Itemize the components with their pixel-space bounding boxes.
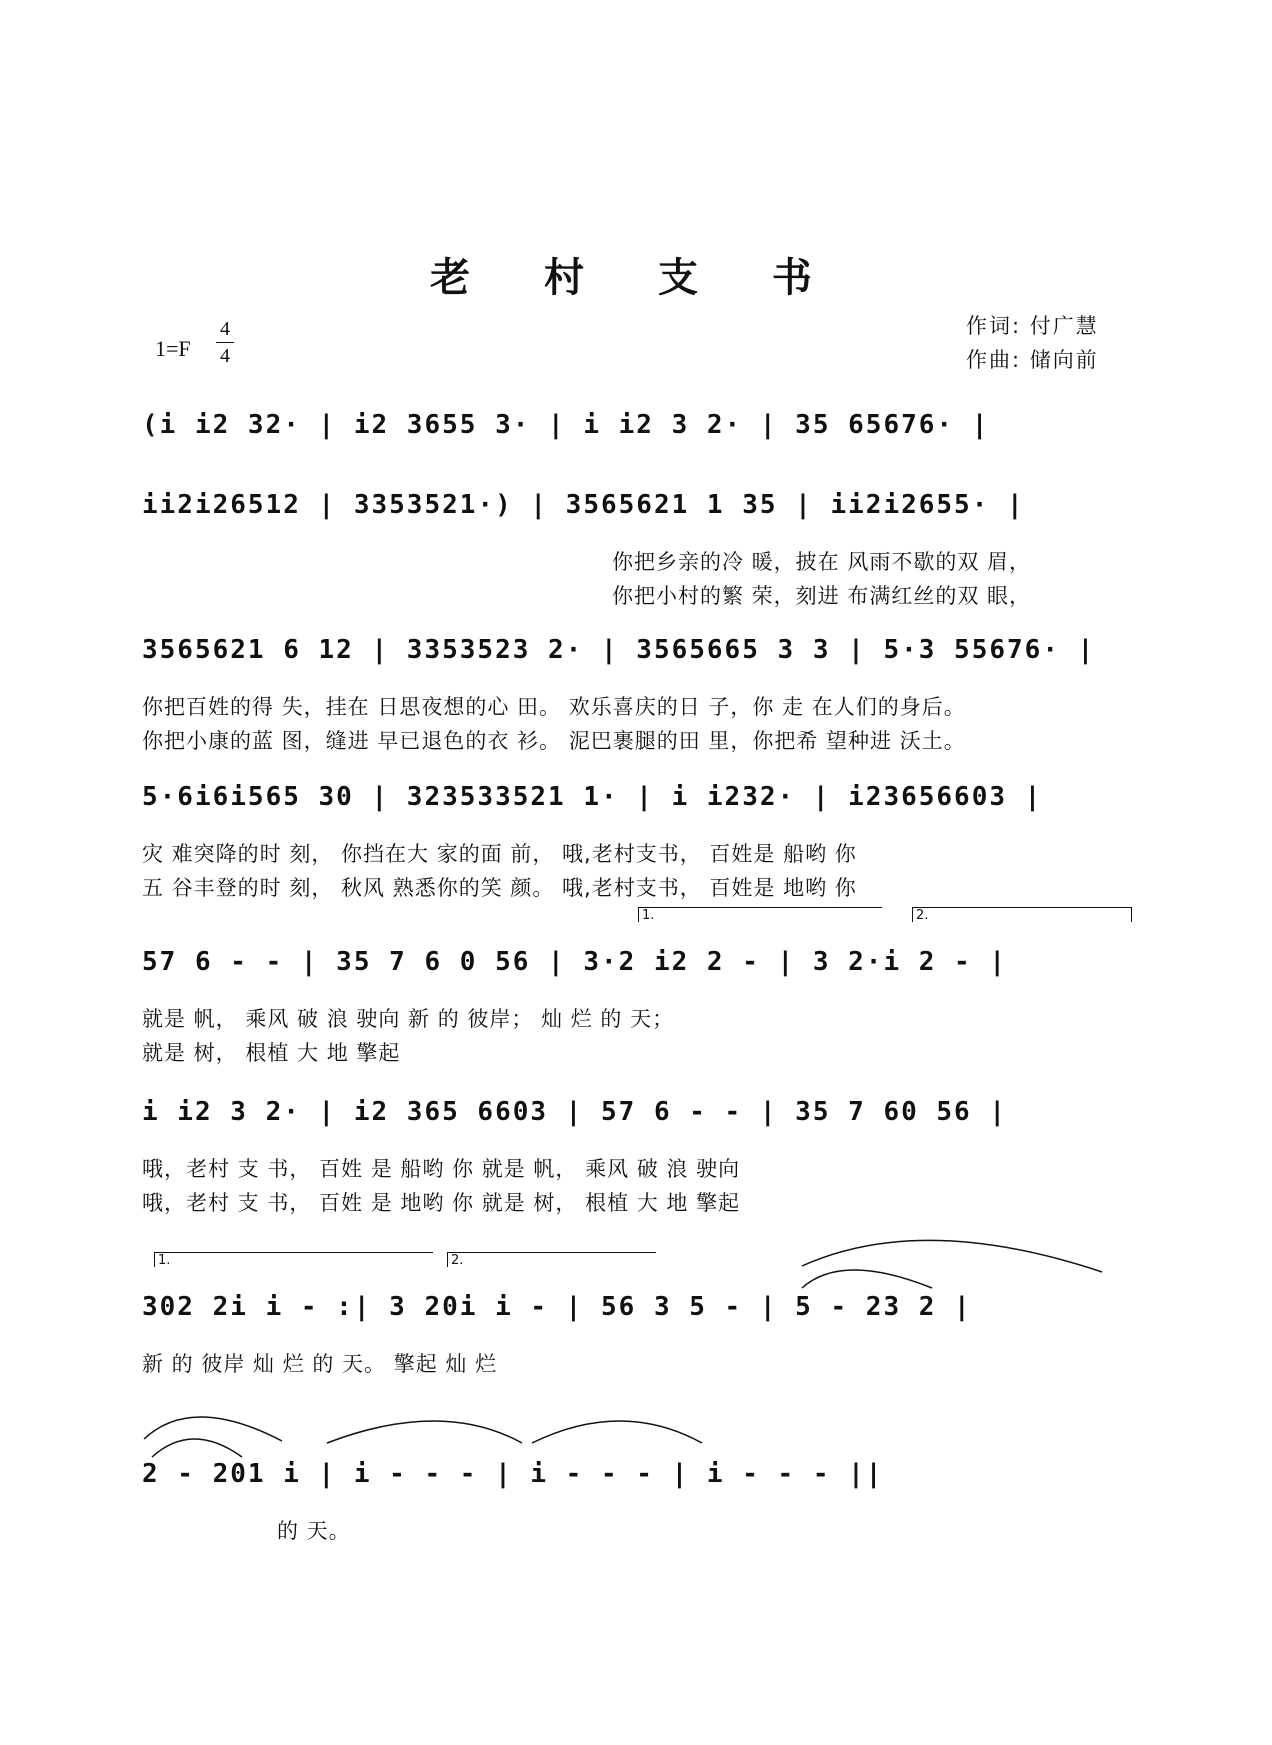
composer-credit: 作曲: 储向前 <box>966 348 1099 372</box>
song-title: 老 村 支 书 <box>430 254 842 301</box>
lyrics-verse-2: 五 谷丰登的时 刻， 秋风 熟悉你的笑 颜。 哦,老村支书， 百姓是 地哟 你 <box>142 876 857 900</box>
lyrics-verse-1: 哦，老村 支 书， 百姓 是 船哟 你 就是 帆， 乘风 破 浪 驶向 <box>142 1157 741 1181</box>
lyrics-verse-1: 新 的 彼岸 灿 烂 的 天。 擎起 灿 烂 <box>142 1352 498 1376</box>
lyrics-verse-2: 你把小村的繁 荣，刻进 布满红丝的双 眼， <box>612 584 1032 608</box>
notation-line: i i2 3 2· | i2 365 6603 | 57 6 - - | 35 7 60 56 | <box>142 1097 1008 1127</box>
lyrics-verse-2: 哦，老村 支 书， 百姓 是 地哟 你 就是 树， 根植 大 地 擎起 <box>142 1191 741 1215</box>
first-ending-bracket: 1. <box>154 1252 433 1267</box>
notation-line: (i i2 32· | i2 3655 3· | i i2 3 2· | 35 65676· | <box>142 410 990 440</box>
second-ending-bracket: 2. <box>447 1252 656 1267</box>
lyrics-verse-1: 你把百姓的得 失，挂在 日思夜想的心 田。 欢乐喜庆的日 子，你 走 在人们的身后。 <box>142 695 966 719</box>
lyrics-verse-1: 的 天。 <box>277 1519 351 1543</box>
lyricist-credit: 作词: 付广慧 <box>966 314 1099 338</box>
score-system-8 <box>142 1459 1132 1639</box>
time-signature-top: 4 <box>220 318 230 340</box>
lyrics-verse-1: 就是 帆， 乘风 破 浪 驶向 新 的 彼岸； 灿 烂 的 天； <box>142 1007 675 1031</box>
notation-line: 2 - 201 i | i - - - | i - - - | i - - - || <box>142 1459 884 1489</box>
second-ending-bracket: 2. <box>912 907 1132 922</box>
notation-line: 302 2i i - :| 3 20i i - | 56 3 5 - | 5 - 23 2 | <box>142 1292 972 1322</box>
score-system-4 <box>142 782 1132 962</box>
key-signature: 1=F <box>155 336 191 361</box>
first-ending-bracket: 1. <box>638 907 882 922</box>
time-signature <box>216 316 234 369</box>
score-system-7 <box>142 1253 1132 1472</box>
lyrics-verse-1: 灾 难突降的时 刻， 你挡在大 家的面 前， 哦,老村支书， 百姓是 船哟 你 <box>142 842 857 866</box>
lyrics-verse-1: 你把乡亲的冷 暖，披在 风雨不歇的双 眉， <box>612 550 1032 574</box>
score-system-6 <box>142 1097 1132 1277</box>
notation-line: 57 6 - - | 35 7 6 0 56 | 3·2 i2 2 - | 3 2·i 2 - | <box>142 947 1008 977</box>
notation-line: ii2i26512 | 3353521·) | 3565621 1 35 | ii2i2655· | <box>142 490 1025 520</box>
notation-line: 3565621 6 12 | 3353523 2· | 3565665 3 3 | 5·3 55676· | <box>142 635 1096 665</box>
time-signature-bottom: 4 <box>216 342 234 369</box>
lyrics-verse-2: 就是 树， 根植 大 地 擎起 <box>142 1041 401 1065</box>
lyrics-verse-2: 你把小康的蓝 图，缝进 早已退色的衣 衫。 泥巴裹腿的田 里，你把希 望种进 沃土。 <box>142 729 966 753</box>
notation-line: 5·6i6i565 30 | 323533521 1· | i i232· | i23656603 | <box>142 782 1043 812</box>
